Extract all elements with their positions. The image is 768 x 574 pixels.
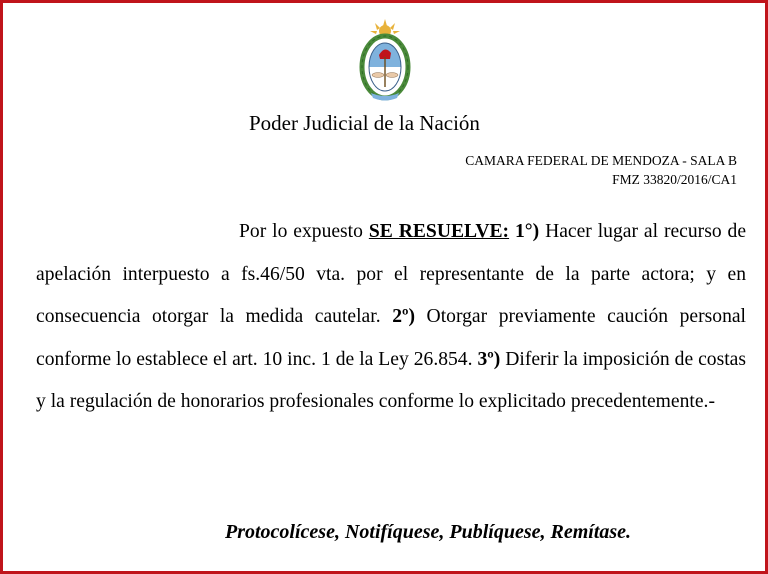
institution-name: Poder Judicial de la Nación xyxy=(249,111,480,135)
closing-formula: Protocolícese, Notifíquese, Publíquese, Remítase. xyxy=(225,521,632,543)
item3-marker: 3º) xyxy=(477,348,501,370)
resolution-intro: Por lo expuesto xyxy=(239,221,369,242)
court-name: CAMARA FEDERAL DE MENDOZA - SALA B xyxy=(465,153,737,168)
resolution-paragraph xyxy=(36,211,746,424)
item3-text: Diferir la imposición de costas y la regulación de honorarios profesionales conforme lo explicitado precedentemente.- xyxy=(36,348,746,413)
argentina-coat-of-arms-icon xyxy=(359,19,411,103)
item1-text: Hacer lugar al recurso de apelación interpuesto a fs.46/50 vta. por el representante de la parte actora; y en consecuencia otorgar la medida cautelar. xyxy=(36,221,747,328)
item2-marker: 2º) xyxy=(392,306,415,328)
resolve-label: SE RESUELVE: xyxy=(368,221,510,242)
item2-text: Otorgar previamente caución personal conforme lo establece el art. 10 inc. 1 de la Ley 26.854. xyxy=(36,306,747,370)
case-number: FMZ 33820/2016/CA1 xyxy=(612,172,737,187)
item1-marker: 1°) xyxy=(509,221,540,242)
court-header xyxy=(465,151,737,189)
